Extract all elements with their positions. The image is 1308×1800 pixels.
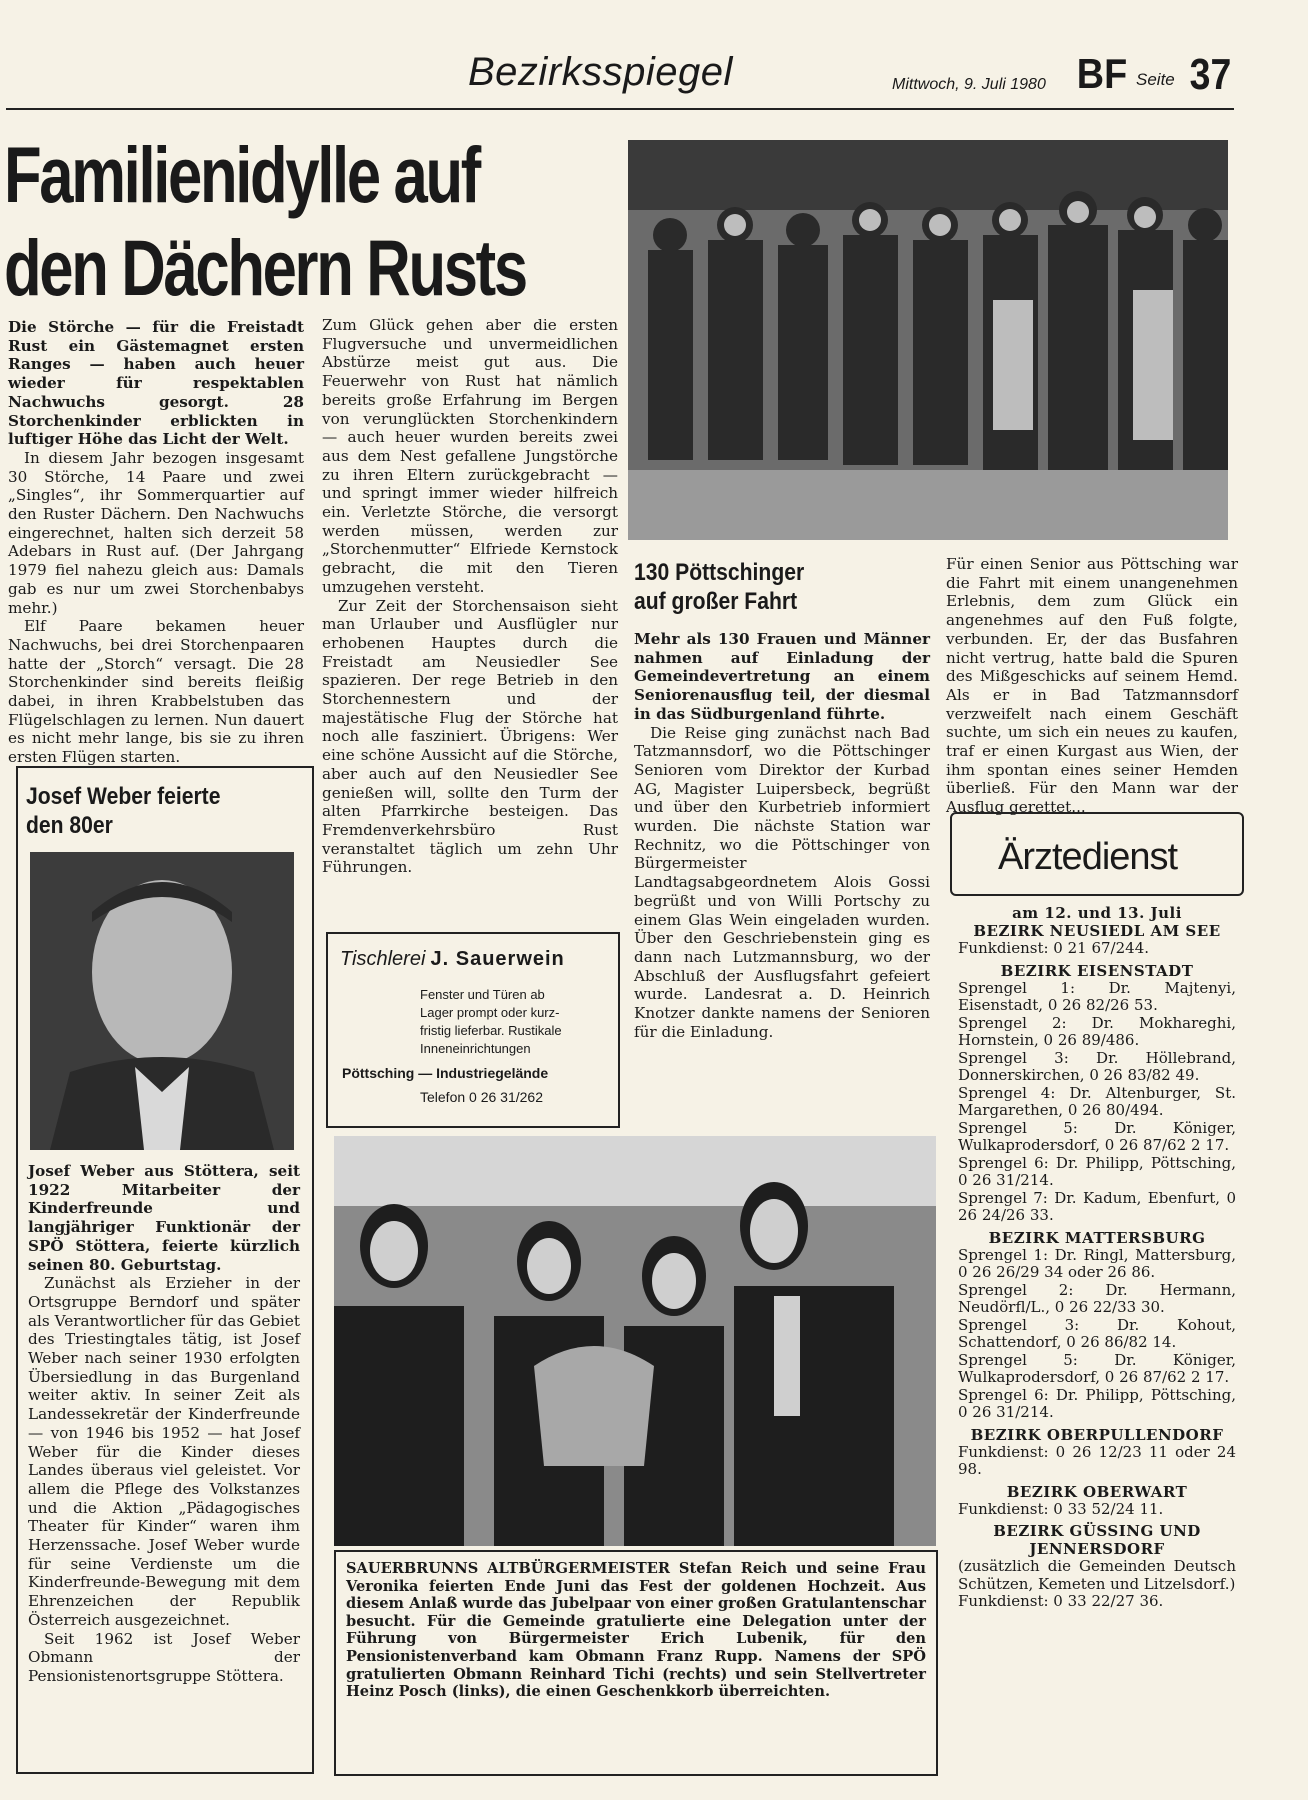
ad-body (420, 986, 610, 1058)
ad-line4: Inneneinrichtungen (420, 1041, 531, 1056)
district-line: Sprengel 4: Dr. Altenburger, St. Margarethen, 0 26 80/494. (958, 1083, 1236, 1119)
district-line: Funkdienst: 0 21 67/244. (958, 939, 1150, 957)
main-article-col1 (8, 318, 304, 767)
ad-title (340, 948, 565, 971)
weber-headline: Josef Weber feierte den 80er (26, 783, 221, 839)
district-line: Sprengel 2: Dr. Mokhareghi, Hornstein, 0 26 89/486. (958, 1013, 1236, 1049)
district-line: Funkdienst: 0 33 22/27 36. (958, 1592, 1164, 1610)
district-line: Sprengel 1: Dr. Majtenyi, Eisenstadt, 0 26 82/26 53. (958, 978, 1236, 1014)
caption-text: Stefan Reich und seine Frau Veronika feierten Ende Juni das Fest der goldenen Hochzeit. Aus diesem Anlaß wurde das Jubelpaar von einer großen Gratulantenschar besucht. Für die Gemeinde gratulierte eine Delegation unter der Führung von Bürgermeister Erich Lubenik, für den Pensionistenverband kam Obmann Franz Rupp. Namens der SPÖ gratulierten Obmann Reinhard Tichi (rechts) und sein Stellvertreter Heinz Posch (links), die einen Geschenkkorb überreichten. (346, 1560, 926, 1701)
district-line: Sprengel 3: Dr. Kohout, Schattendorf, 0 26 86/82 14. (958, 1315, 1236, 1351)
district-neusiedl: BEZIRK NEUSIEDL AM SEE (973, 922, 1221, 940)
district-line: Sprengel 7: Dr. Kadum, Ebenfurt, 0 26 24/26 33. (958, 1188, 1236, 1224)
poettsching-col2 (946, 555, 1238, 817)
anniversary-photo (334, 1136, 936, 1546)
ad-line1: Fenster und Türen ab (420, 987, 545, 1002)
anniversary-photo-illustration (334, 1136, 936, 1546)
aerztedienst-title: Ärztedienst (998, 836, 1178, 878)
weber-p1: Zunächst als Erzieher in der Ortsgruppe Berndorf und später als Verantwortlicher für das Gebiet des Triestingtales tätig, ist Josef Weber nach seiner 1930 erfolgten Übersiedlung in das Burgenland weiter aktiv. In seiner Zeit als Landessekretär der Kinderfreunde — von 1946 bis 1952 — hat Josef Weber für die Kinder dieses Landes überaus viel geleistet. Vor allem die Pflege des Volkstanzes und die Aktion „Pädagogisches Theater für Kinder“ waren ihm Herzenssache. Josef Weber wurde für seine Verdienste um die Kinderfreunde-Bewegung mit dem Ehrenzeichen der Republik Österreich ausgezeichnet. (28, 1274, 300, 1629)
aerztedienst-dates: am 12. und 13. Juli (1012, 904, 1182, 922)
main-article-p2: Elf Paare bekamen heuer Nachwuchs, bei drei Storchenpaaren hatte der „Storch“ versagt. Die 28 Storchenkinder sind bereits fleißig dabei, in ihren Krabbelstuben das Flügelschlagen zu lernen. Nun dauert es nicht mehr lange, bis sie zu ihren ersten Flügen starten. (8, 617, 304, 767)
weber-portrait (30, 852, 294, 1150)
district-line: Funkdienst: 0 26 12/23 11 oder 24 98. (958, 1442, 1236, 1478)
ad-address: Pöttsching — Industriegelände (342, 1065, 549, 1081)
crowd-photo-illustration (628, 140, 1228, 540)
poettsching-lead: Mehr als 130 Frauen und Männer nahmen auf Einladung der Gemeindevertretung an einem Seniorenausflug teil, der diesmal in das Südburgenland führte. (634, 630, 930, 723)
poettsching-col1 (634, 630, 930, 1041)
ad-phone: Telefon 0 26 31/262 (420, 1089, 543, 1105)
newspaper-logo: BF (1076, 50, 1128, 97)
weber-article-text (28, 1162, 300, 1686)
weber-lead: Josef Weber aus Stöttera, seit 1922 Mitarbeiter der Kinderfreunde und langjähriger Funktionär der SPÖ Stöttera, feierte kürzlich seinen 80. Geburtstag. (28, 1162, 300, 1274)
page-label: Seite (1136, 70, 1175, 89)
page-number: 37 (1189, 50, 1232, 99)
ad-title-name: J. Sauerwein (430, 948, 565, 970)
crowd-photo (628, 140, 1228, 540)
ad-line3: fristig lieferbar. Rustikale (420, 1023, 562, 1038)
main-headline-line2: den Dächern Rusts (4, 223, 526, 312)
district-line: Sprengel 1: Dr. Ringl, Mattersburg, 0 26 26/29 34 oder 26 86. (958, 1245, 1236, 1281)
district-eisenstadt: BEZIRK EISENSTADT (1000, 961, 1194, 980)
section-title: Bezirksspiegel (468, 50, 733, 94)
anniversary-caption (346, 1560, 926, 1701)
weber-p2: Seit 1962 ist Josef Weber Obmann der Pensionistenortsgruppe Stöttera. (28, 1629, 300, 1685)
district-mattersburg: BEZIRK MATTERSBURG (988, 1228, 1206, 1247)
district-guessing: BEZIRK GÜSSING UND JENNERSDORF (993, 1522, 1201, 1558)
masthead-rule (6, 108, 1234, 110)
weber-portrait-illustration (30, 852, 294, 1150)
main-article-p1: In diesem Jahr bezogen insgesamt 30 Störche, 14 Paare und zwei „Singles“, ihr Sommerquartier auf den Ruster Dächern. Den Nachwuchs eingerechnet, halten sich derzeit 58 Adebars in Rust auf. (Der Jahrgang 1979 fiel nahezu gleich aus: Damals gab es nur um zwei Storchenbabys mehr.) (8, 448, 304, 617)
main-headline (4, 128, 526, 314)
district-line: (zusätzlich die Gemeinden Deutsch Schützen, Kemeten und Litzelsdorf.) (958, 1557, 1236, 1593)
main-article-col2 (322, 316, 618, 877)
ad-line2: Lager prompt oder kurz- (420, 1005, 560, 1020)
main-article-p3: Zum Glück gehen aber die ersten Flugversuche und unvermeidlichen Abstürze meist gut aus. Die Feuerwehr von Rust hat nämlich bereits große Erfahrung im Bergen von verunglückten Storchenkindern — auch heuer wurden bereits zwei aus dem Nest gefallene Jungstörche zu ihren Eltern zurückgebracht — und springt immer wieder hilfreich ein. Verletzte Störche, die versorgt werden müssen, werden zur „Storchenmutter“ Elfriede Kernstock gebracht, die mit den Tieren umzugehen versteht. (322, 316, 618, 596)
poettsching-p1: Die Reise ging zunächst nach Bad Tatzmannsdorf, wo die Pöttschinger Senioren vom Direktor der Kurbad AG, Magister Luipersbeck, begrüßt und über den Kurbetrieb informiert wurden. Die nächste Station war Rechnitz, wo die Pöttschinger von Bürgermeister Landtagsabgeordnetem Alois Gossi begrüßt und von Willi Portschy zu einem Glas Wein eingeladen wurden. Über den Geschriebenstein ging es dann nach Lutzmannsburg, wo der Abschluß der Ausflugsfahrt gefeiert wurde. Landesrat a. D. Heinrich Knotzer dankte namens der Senioren für die Einladung. (634, 723, 930, 1041)
main-headline-line1: Familienidylle auf (4, 130, 479, 219)
aerztedienst-list (958, 904, 1236, 1611)
district-line: Sprengel 5: Dr. Königer, Wulkaprodersdorf, 0 26 87/62 2 17. (958, 1118, 1236, 1154)
district-line: Sprengel 3: Dr. Höllebrand, Donnerskirchen, 0 26 83/82 49. (958, 1048, 1236, 1084)
poettsching-p2: Für einen Senior aus Pöttsching war die Fahrt mit einem unangenehmen Erlebnis, dem zum Glück ein angenehmes auf den Fuß folgte, verbunden. Er, der das Busfahren nicht vertrug, hatte bald die Spuren des Mißgeschicks auf seinem Hemd. Als er in Bad Tatzmannsdorf verzweifelt nach einem Geschäft suchte, um sich ein neues zu kaufen, traf er einen Kurgast aus Wien, der ihm spontan eines seiner Hemden überließ. Für den Mann war der Ausflug gerettet... (946, 555, 1238, 817)
caption-lead: SAUERBRUNNS ALTBÜRGERMEISTER (346, 1560, 671, 1577)
district-line: Funkdienst: 0 33 52/24 11. (958, 1499, 1164, 1518)
issue-date: Mittwoch, 9. Juli 1980 (892, 76, 1046, 93)
district-line: Sprengel 6: Dr. Philipp, Pöttsching, 0 26 31/214. (958, 1153, 1236, 1189)
main-article-lead: Die Störche — für die Freistadt Rust ein Gästemagnet ersten Ranges — haben auch heuer wieder für respektablen Nachwuchs gesorgt. 28 Storchenkinder erblickten in luftiger Höhe das Licht der Welt. (8, 318, 304, 449)
district-oberwart: BEZIRK OBERWART (1006, 1482, 1188, 1501)
district-line: Sprengel 5: Dr. Königer, Wulkaprodersdorf, 0 26 87/62 2 17. (958, 1350, 1236, 1386)
district-oberpullendorf: BEZIRK OBERPULLENDORF (970, 1425, 1224, 1444)
main-article-p4: Zur Zeit der Storchensaison sieht man Urlauber und Ausflügler nur erhobenen Hauptes durch die Freistadt am Neusiedler See spazieren. Der rege Betrieb in den Storchennestern und der majestätische Flug der Störche hat noch alle fasziniert. Übrigens: Wer eine schöne Aussicht auf die Störche, aber auch auf den Neusiedler See genießen will, sollte den Turm der alten Pfarrkirche besteigen. Das Fremdenverkehrsbüro Rust veranstaltet täglich um zehn Uhr Führungen. (322, 596, 618, 877)
ad-title-prefix: Tischlerei (340, 948, 426, 970)
district-line: Sprengel 2: Dr. Hermann, Neudörfl/L., 0 26 22/33 30. (958, 1280, 1236, 1316)
district-line: Sprengel 6: Dr. Philipp, Pöttsching, 0 26 31/214. (958, 1385, 1236, 1421)
poettsching-headline: 130 Pöttschinger auf großer Fahrt (634, 559, 805, 615)
